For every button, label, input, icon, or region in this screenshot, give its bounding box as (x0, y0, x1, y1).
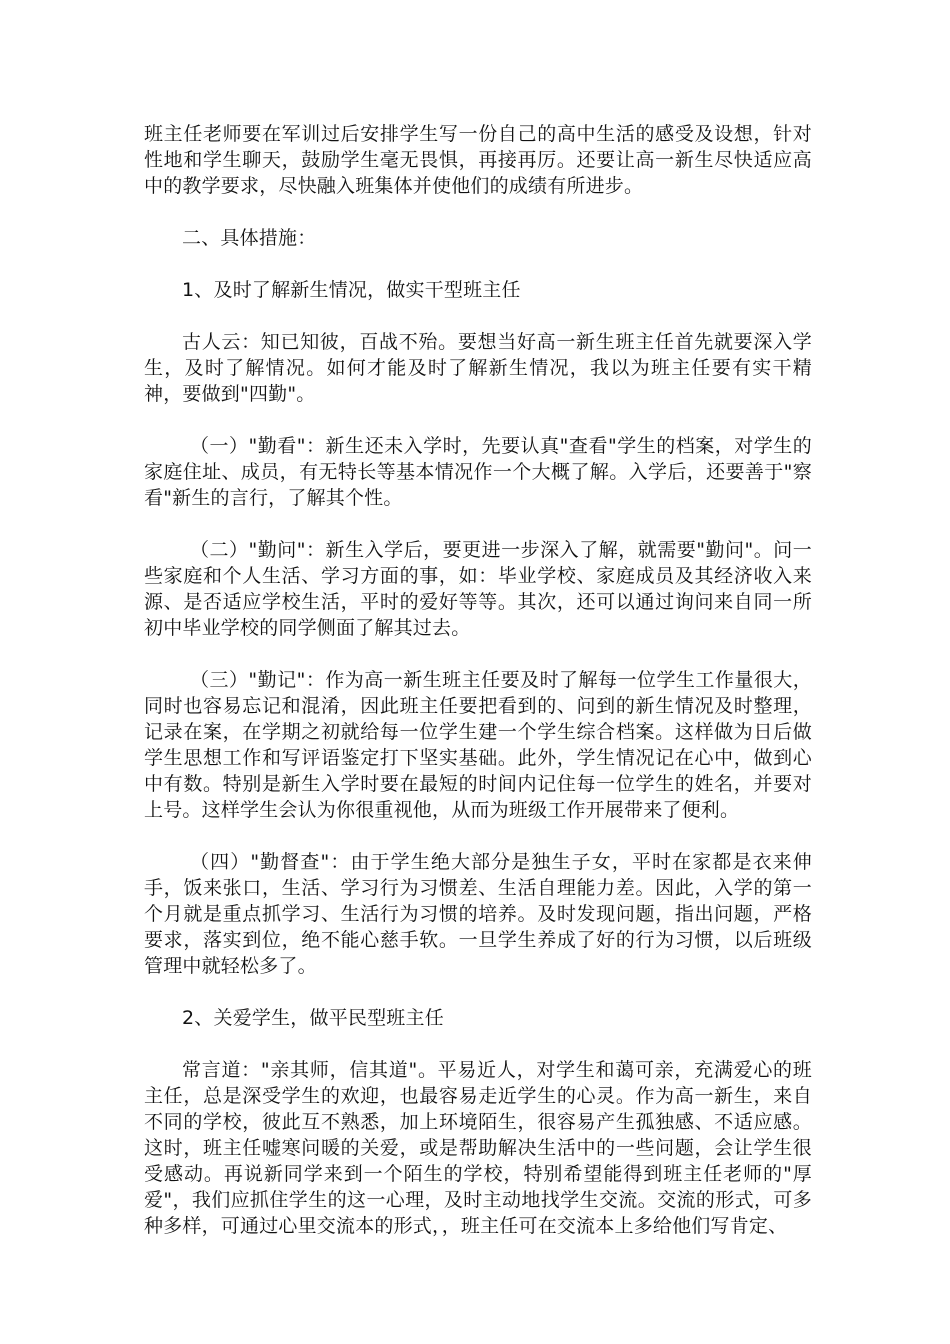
document-body (144, 121, 812, 1265)
paragraph-know-yourself: 古人云：知已知彼，百战不殆。要想当好高一新生班主任首先就要深入学生，及时了解情况。如何才能及时了解新生情况，我以为班主任要有实干精神，要做到"四勤"。 (144, 331, 812, 405)
paragraph-common-saying: 常言道："亲其师，信其道"。平易近人，对学生和蔼可亲，充满爱心的班主任，总是深受学生的欢迎，也最容易走近学生的心灵。作为高一新生，来自不同的学校，彼此互不熟悉，加上环境陌生，很容易产生孤独感、不适应感。这时，班主任嘘寒问暖的关爱，或是帮助解决生活中的一些问题，会让学生很受感动。再说新同学来到一个陌生的学校，特别希望能得到班主任老师的"厚爱"，我们应抓住学生的这一心理，及时主动地找学生交流。交流的形式，可多种多样，可通过心里交流本的形式，，班主任可在交流本上多给他们写肯定、 (144, 1059, 812, 1237)
paragraph-intro: 班主任老师要在军训过后安排学生写一份自己的高中生活的感受及设想，针对性地和学生聊天，鼓励学生毫无畏惧，再接再厉。还要让高一新生尽快适应高中的教学要求，尽快融入班集体并使他们的成绩有所进步。 (144, 123, 812, 197)
paragraph-diligent-ask: （二）"勤问"：新生入学后，要更进一步深入了解，就需要"勤问"。问一些家庭和个人生活、学习方面的事，如：毕业学校、家庭成员及其经济收入来源、是否适应学校生活，平时的爱好等等。其次，还可以通过询问来自同一所初中毕业学校的同学侧面了解其过去。 (144, 539, 812, 639)
paragraph-diligent-look: （一）"勤看"：新生还未入学时，先要认真"查看"学生的档案，对学生的家庭住址、成员，有无特长等基本情况作一个大概了解。入学后，还要善于"察看"新生的言行，了解其个性。 (144, 435, 812, 509)
subheading-care-for-students: 2、关爱学生，做平民型班主任 (182, 1007, 444, 1029)
section-heading-measures: 二、具体措施： (182, 227, 317, 249)
paragraph-diligent-record: （三）"勤记"：作为高一新生班主任要及时了解每一位学生工作量很大，同时也容易忘记和混淆，因此班主任要把看到的、问到的新生情况及时整理，记录在案，在学期之初就给每一位学生建一个学生综合档案。这样做为日后做学生思想工作和写评语鉴定打下坚实基础。此外，学生情况记在心中，做到心中有数。特别是新生入学时要在最短的时间内记住每一位学生的姓名，并要对上号。这样学生会认为你很重视他，从而为班级工作开展带来了便利。 (144, 669, 812, 821)
subheading-understand-new-students: 1、及时了解新生情况，做实干型班主任 (182, 279, 521, 301)
paragraph-diligent-supervise: （四）"勤督查"：由于学生绝大部分是独生子女，平时在家都是衣来伸手，饭来张口，生活、学习行为习惯差、生活自理能力差。因此，入学的第一个月就是重点抓学习、生活行为习惯的培养。及时发现问题，指出问题，严格要求，落实到位，绝不能心慈手软。一旦学生养成了好的行为习惯，以后班级管理中就轻松多了。 (144, 851, 812, 977)
